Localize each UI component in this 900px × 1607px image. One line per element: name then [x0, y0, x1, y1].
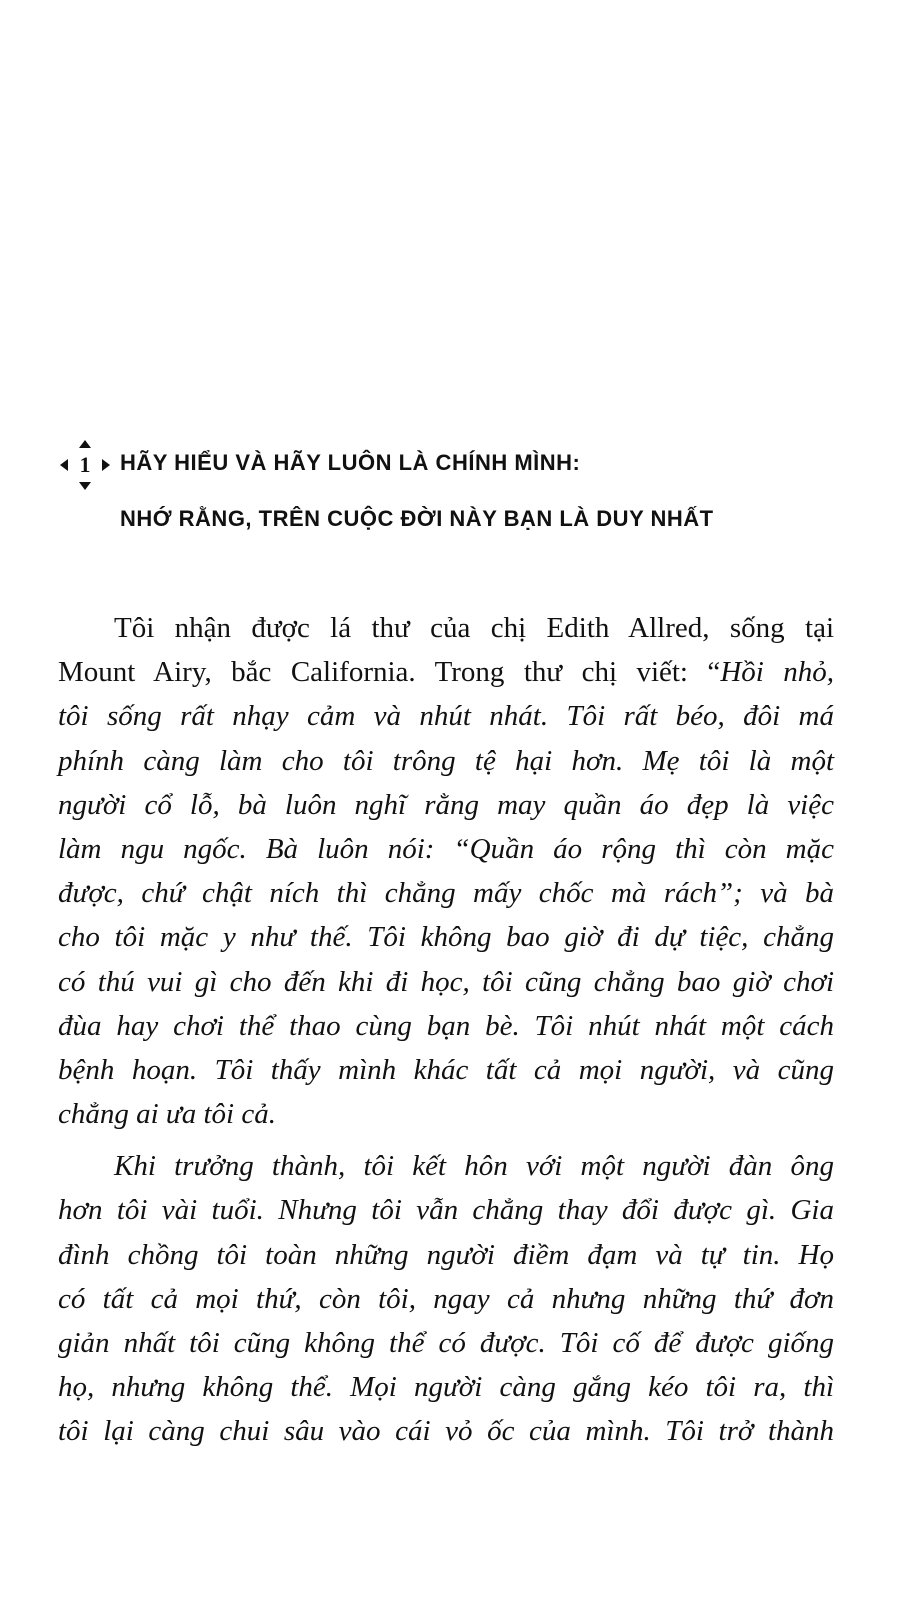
paragraph-2 [58, 1144, 834, 1453]
text-line: người cổ lỗ, bà luôn nghĩ rằng may quần áo đẹp là việc [58, 788, 834, 821]
arrow-right-icon [102, 459, 110, 471]
text-line: Khi trưởng thành, tôi kết hôn với một người đàn ông [114, 1150, 834, 1183]
body-text [58, 606, 834, 1454]
text-line: tôi sống rất nhạy cảm và nhút nhát. Tôi rất béo, đôi má [58, 700, 834, 733]
chapter-title-line-2: NHỚ RẰNG, TRÊN CUỘC ĐỜI NÀY BẠN LÀ DUY NHẤT [120, 506, 714, 531]
arrow-down-icon [79, 482, 91, 490]
text-line: giản nhất tôi cũng không thể có được. Tôi cố để được giống [58, 1327, 834, 1359]
text-line [58, 650, 834, 694]
text-line: làm ngu ngốc. Bà luôn nói: “Quần áo rộng thì còn mặc [58, 832, 834, 865]
text-line: họ, nhưng không thể. Mọi người càng gắng kéo tôi ra, thì [58, 1371, 834, 1404]
chapter-number-badge [58, 438, 112, 492]
arrow-up-icon [79, 440, 91, 448]
text-line: Tôi nhận được lá thư của chị Edith Allred, sống tại [114, 612, 834, 644]
text-segment: Mount Airy, bắc California. Trong thư chị viết: “ [58, 656, 721, 689]
text-line: đùa hay chơi thể thao cùng bạn bè. Tôi nhút nhát một cách [58, 1009, 834, 1042]
chapter-title-line-1: HÃY HIỂU VÀ HÃY LUÔN LÀ CHÍNH MÌNH: [120, 450, 581, 475]
text-line: cho tôi mặc y như thế. Tôi không bao giờ đi dự tiệc, chẳng [58, 921, 834, 954]
text-line: chẳng ai ưa tôi cả. [58, 1098, 276, 1131]
text-line: phính càng làm cho tôi trông tệ hại hơn. Mẹ tôi là một [58, 744, 834, 777]
chapter-number: 1 [79, 452, 91, 477]
paragraph-1 [58, 606, 834, 1136]
text-line: bệnh hoạn. Tôi thấy mình khác tất cả mọi người, và cũng [58, 1053, 834, 1086]
text-line: đình chồng tôi toàn những người điềm đạm và tự tin. Họ [58, 1238, 834, 1271]
text-line: tôi lại càng chui sâu vào cái vỏ ốc của mình. Tôi trở thành [58, 1415, 834, 1448]
text-line: có tất cả mọi thứ, còn tôi, ngay cả nhưng những thứ đơn [58, 1282, 834, 1315]
paragraph-gap [58, 1136, 834, 1144]
arrow-left-icon [60, 459, 68, 471]
text-line: hơn tôi vài tuổi. Nhưng tôi vẫn chẳng thay đổi được gì. Gia [58, 1194, 834, 1227]
text-segment-italic: Hồi nhỏ, [720, 656, 835, 689]
text-line: có thú vui gì cho đến khi đi học, tôi cũng chẳng bao giờ chơi [58, 965, 834, 998]
text-line: được, chứ chật ních thì chẳng mấy chốc mà rách”; và bà [58, 877, 834, 910]
